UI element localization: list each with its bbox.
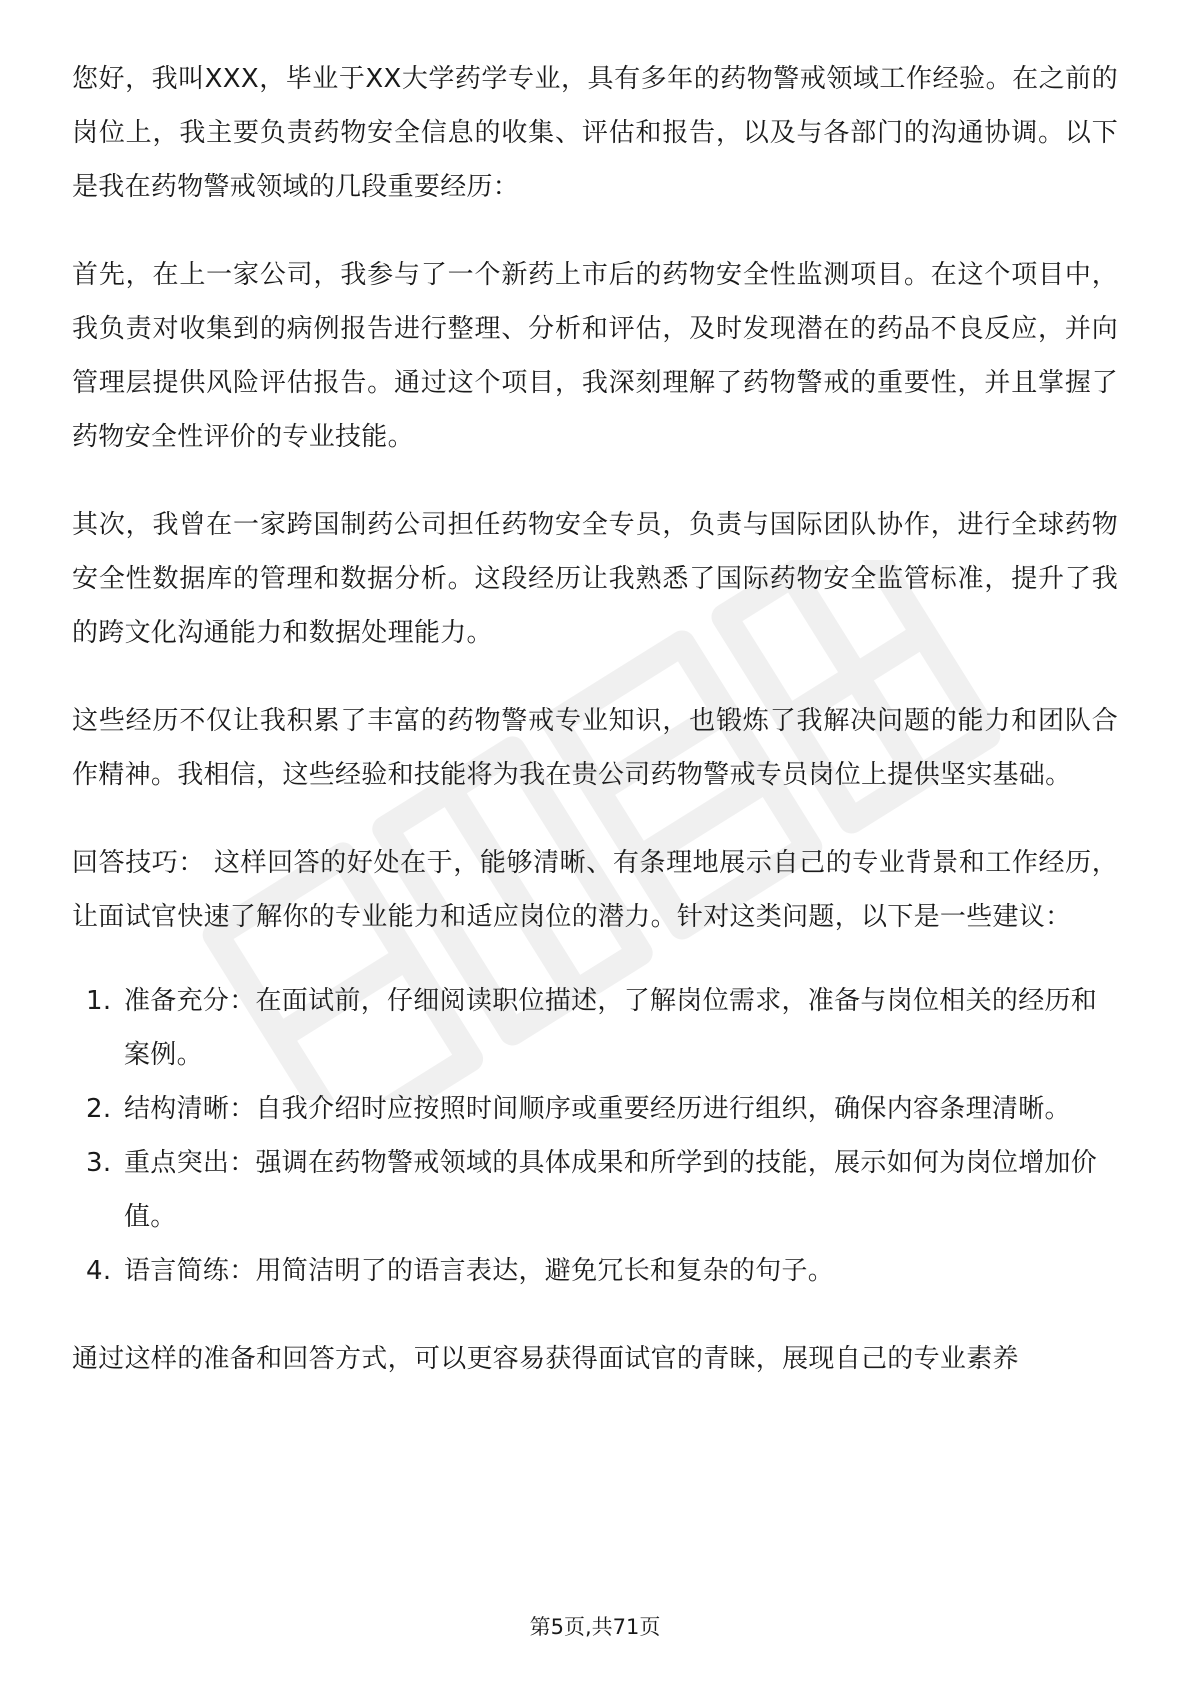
advice-list <box>72 974 1118 1298</box>
list-item <box>72 1082 1118 1136</box>
document-body <box>72 52 1118 1420</box>
closing-paragraph: 通过这样的准备和回答方式，可以更容易获得面试官的青睐，展现自己的专业素养 <box>72 1344 1019 1374</box>
list-item <box>72 1244 1118 1298</box>
summary-paragraph: 这些经历不仅让我积累了丰富的药物警戒专业知识，也锻炼了我解决问题的能力和团队合作精神。我相信，这些经验和技能将为我在贵公司药物警戒专员岗位上提供坚实基础。 <box>72 706 1118 790</box>
list-item-number: 4. <box>86 1256 112 1286</box>
list-item-text: 结构清晰：自我介绍时应按照时间顺序或重要经历进行组织，确保内容条理清晰。 <box>124 1094 1071 1124</box>
list-item <box>72 974 1118 1082</box>
answer-tip-paragraph: 回答技巧： 这样回答的好处在于，能够清晰、有条理地展示自己的专业背景和工作经历，让面试官快速了解你的专业能力和适应岗位的潜力。针对这类问题，以下是一些建议： <box>72 848 1118 932</box>
experience-paragraph-2: 其次，我曾在一家跨国制药公司担任药物安全专员，负责与国际团队协作，进行全球药物安全性数据库的管理和数据分析。这段经历让我熟悉了国际药物安全监管标准，提升了我的跨文化沟通能力和数据处理能力。 <box>72 510 1118 648</box>
list-item-text: 语言简练：用简洁明了的语言表达，避免冗长和复杂的句子。 <box>124 1256 835 1286</box>
list-item-text: 重点突出：强调在药物警戒领域的具体成果和所学到的技能，展示如何为岗位增加价值。 <box>124 1148 1098 1232</box>
page-number-footer: 第5页,共71页 <box>529 1615 661 1639</box>
intro-paragraph: 您好，我叫XXX，毕业于XX大学药学专业，具有多年的药物警戒领域工作经验。在之前的岗位上，我主要负责药物安全信息的收集、评估和报告，以及与各部门的沟通协调。以下是我在药物警戒领域的几段重要经历： <box>72 64 1118 202</box>
list-item <box>72 1136 1118 1244</box>
list-item-number: 1. <box>86 986 112 1016</box>
experience-paragraph-1: 首先，在上一家公司，我参与了一个新药上市后的药物安全性监测项目。在这个项目中，我负责对收集到的病例报告进行整理、分析和评估，及时发现潜在的药品不良反应，并向管理层提供风险评估报告。通过这个项目，我深刻理解了药物警戒的重要性，并且掌握了药物安全性评价的专业技能。 <box>72 260 1118 452</box>
list-item-number: 2. <box>86 1094 112 1124</box>
list-item-number: 3. <box>86 1148 112 1178</box>
list-item-text: 准备充分：在面试前，仔细阅读职位描述，了解岗位需求，准备与岗位相关的经历和案例。 <box>124 986 1098 1070</box>
